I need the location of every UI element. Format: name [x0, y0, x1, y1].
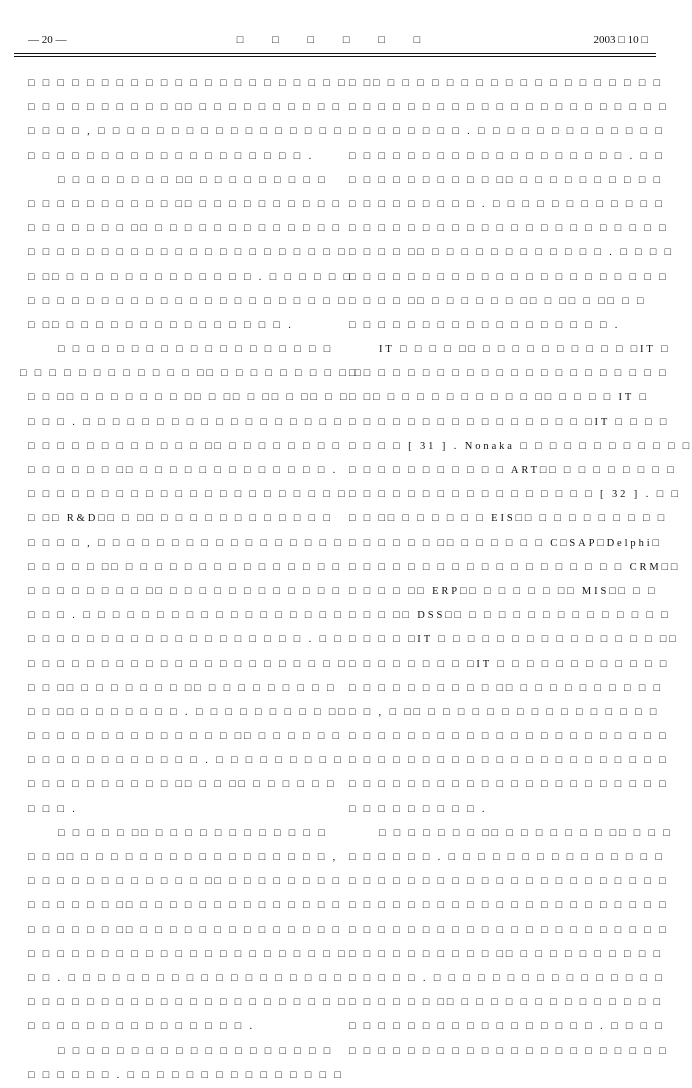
- text-line: □ □ □ □ □ □ □□ □ □ □ □ □ □ □ □ □ □ □ □ □ □: [28, 924, 342, 936]
- text-line: □ □ □ □ □ □ □ □ □ □ □□ □ □ □ □ □ □ □ □ □ □: [349, 682, 663, 694]
- text-line: □ □ □ □ □ □ □ □ □ □ □ □ □ □ □ □ □ □ □ □ □ □: [349, 271, 669, 283]
- text-line: □ □ □ □ □ □ □ □ □ □ □ □ □ □ □ □ □ □ □ □ □ □: [349, 223, 669, 235]
- text-line: □ □ □ □ □ □ □ □ □ □ □ □ □ □ □ □ □ □ □: [58, 344, 334, 356]
- text-line: □ □ □ □ □ □ □ □ □□ □ □ □ □ □ □ □ □ □: [58, 174, 328, 186]
- text-line: □ □ □ □ □ □ □ □ □ □ □ □ □ □ □ □ □ . □ □ □ □: [349, 1021, 665, 1033]
- text-line: □ □ □ □ □ □ □ □ □ □ □ □ □ □ □ □ □ □ □ □ □ □: [349, 731, 669, 743]
- text-line: □ □ □ □ □ □ □ □ □ □ □ □ □ □ □ □ □ □ □ □ □ □: [349, 1045, 669, 1057]
- text-line: □ □ □ . □ □ □ □ □ □ □ □ □ □ □ □ □ □ □ □ □ □: [28, 416, 344, 428]
- text-line: □ □□ □ □ □ □ □ □ □ □ □ □ □□ □ □ □ □ IT □: [349, 392, 649, 404]
- text-line: □ □ □ □ □ □ □ □ □ □ □ □ □ □ □ □ □ □ □ □ □ □: [28, 948, 348, 960]
- text-line: □ □ □ □ □ □ □ □ □IT □ □ □ □ □ □ □ □ □ □ □ □: [349, 658, 670, 670]
- text-line: □ □ □ □ □ □ □ □ □ □ □ □ □ □ □ □ □ [ 32 ] . □ □: [349, 489, 681, 501]
- text-line: □ □ □ □ □ . □ □ □ □ □ □ □ □ □ □ □ □ □ □ □ □: [349, 972, 665, 984]
- text-line: □ □ □ □ □ □ □ □ □ □ □ □ □ □ □ □ □ □ □ .: [28, 150, 315, 162]
- text-line: □ □ □ □ □ □ □ □ □ □ □ □ □ □ □ □ □ □ □: [58, 1045, 334, 1057]
- header-rule-bottom: [14, 56, 656, 57]
- text-line: □ □ □ □ □ □ □ □□ □ □ □ □ □ □ □ □□ □ □ □: [379, 827, 673, 839]
- text-line: □ □ □ □ □ □□ □ □ □ □ □ □ □ □ □ □ □ □: [58, 827, 328, 839]
- text-line: □ □□ R&D□□ □ □□ □ □ □ □ □ □ □ □ □ □ □ □: [28, 513, 333, 525]
- text-line: □ □ □ □ □IT □ □ □ □ □ □ □ □ □ □ □ □ □ □ □ □□: [349, 634, 679, 646]
- journal-title: □ □ □ □ □ □: [236, 34, 434, 46]
- text-line: □ □ □ □ □ □ □ □ □ .: [349, 803, 488, 815]
- text-line: □ □ □ □ □ □ □ □ □ □ □ □ □ □ □ □ □ □ □ □ □ □: [28, 489, 348, 501]
- text-line: □ □ □ □ □ □ □ □ □ □ □ □ □□ □ □ □ □ □ □ □ □: [28, 440, 342, 452]
- text-line: □ □ □ □ □ □ □ □ □ □ □□ □ □ □ □ □ □ □ □ □ □: [28, 102, 342, 114]
- text-line: □ □ □ □ □ □ □ □ □ □ □ □ □ □ □ □ □ □ □ □ □ □: [349, 900, 669, 912]
- text-line: □ □ □ □ □ □□ □ □ □ □ □ □ □ □ □ □ □ □ □ □ □: [28, 561, 342, 573]
- text-line: □ □ □ □ □ □ □ □ □ □ □ □ □ □ □ □ □ □ □ . □ □: [28, 634, 344, 646]
- text-line: □ □ □ □ □ □ □ □ □ □ □ □ □□ □ □ □ □ □ □ □ □: [28, 876, 342, 888]
- text-line: □ □ □ .: [28, 803, 78, 815]
- text-line: □ □ □ □ □ □ □□ □ □ □ □ □ □ □ □ □ □ □ □ □ □: [349, 997, 663, 1009]
- text-line: □ □ □ □ , □ □ □ □ □ □ □ □ □ □ □ □ □ □ □ □ □: [28, 126, 344, 138]
- text-line: □ □ □ □ □ □ □ □ . □ □ □ □ □ □ □ □ □ □ □ □ □: [349, 126, 665, 138]
- running-header: [14, 34, 656, 50]
- right-text-column: [349, 72, 692, 1064]
- text-line: □ □ □□ □ □ □ □ □ □ □ . □ □ □ □ □ □ □ □ □ □□: [28, 706, 348, 718]
- text-line: □ □ □ □ □ □ □ □□ □ □ □ □ □ □ □ □ □ □ □ □ □: [28, 223, 342, 235]
- text-line: □ □ □ □ □ □ □ □ □ □ □ □ □ □ □ □ □ □ □ □ □ □: [349, 368, 669, 380]
- text-line: □ □ □ □ □ □ □ □ □□ □ □ □ □ □ □ □ □ □ □ □ □: [28, 585, 342, 597]
- left-text-column: [20, 72, 364, 1088]
- text-line: □ □ □ □ □ □ □ □ □ □ □ □ □ □ □ □ □ □ □ . □ □: [349, 150, 665, 162]
- text-line: □ □ □ □ □ □ □ □ □ □ □ □ □ □ □ □ □ □ □ □ □ □: [349, 876, 669, 888]
- text-line: □ □ □ □ □ □ □ □ □ □ □ □ □ □ □ □ □ □ □ □ □ □: [349, 779, 669, 791]
- text-line: □ □ □ □ □ □ . □ □ □ □ □ □ □ □ □ □ □ □ □ □ □: [28, 1069, 344, 1081]
- text-line: □ □ □ □ □ □ □ □ □ □ □ □ □ □ □ □ □ □ □ □ □ □: [349, 924, 669, 936]
- text-line: □ □ □ □ □ □ □ □ □ □ □ ART□□ □ □ □ □ □ □ □ □: [349, 465, 677, 476]
- text-line: □ □ , □ □□ □ □ □ □ □ □ □ □ □ □ □ □ □ □ □ □: [349, 706, 660, 718]
- text-line: □ □ □ □ □ □ □ □ □ □ □ □ □ □ □ □ □IT □ □ □ □: [349, 416, 670, 428]
- text-line: □ □ □ . □ □ □ □ □ □ □ □ □ □ □ □ □ □ □ □ □ □: [28, 610, 344, 622]
- text-line: □ □ □ □ □ □ □ □ □ □ □ □ . □ □ □ □ □ □ □ □ □: [28, 755, 344, 767]
- text-line: □ □ □ □ □ □ □ □ □ □ □ □ □ □ □ □ □ □ □ □ □ □: [28, 247, 348, 259]
- text-line: □ □ □ □ , □ □ □ □ □ □ □ □ □ □ □ □ □ □ □ □ □: [28, 537, 344, 549]
- page-number: — 20 —: [28, 34, 67, 46]
- text-line: □ □ □ □ □ □ □□ □ □ □ □ □ □ □ □ □ □ □ □ □ .: [28, 465, 339, 476]
- header-rule-top: [14, 53, 656, 54]
- text-line: □ □ □ □ □ □ □ □ □ □ □ □ □ □ □ □ □ □ □ □ □ □: [28, 658, 348, 670]
- text-line: □ □ . □ □ □ □ □ □ □ □ □ □ □ □ □ □ □ □ □ □ □: [28, 972, 344, 984]
- text-line: □ □ □ □ □ □ □ □ □ □ □ □ □ □ □ □ □ □ □ □ □ □: [28, 78, 348, 89]
- text-line: □ □ □ □ □ □ □ □ □ □ □ □ □ □ □ .: [28, 1021, 256, 1033]
- text-line: □ □ □ □ □ □ □□ □ □ □ □ □ □ □ □ □ □ □ □ □ □: [28, 900, 342, 912]
- text-line: □ □ □□ □ □ □ □ □ □ EIS□□ □ □ □ □ □ □ □ □ □: [349, 513, 667, 525]
- text-line: □ □ □ □ □ □ □ □ □ □ □ □ □□ □ □ □ □ □ □ □ □ □ □: [20, 368, 364, 380]
- text-line: □ □ □ □ □ □ □ □ □ □ □□ □ □ □□ □ □ □ □ □ □: [28, 779, 337, 791]
- text-line: IT □ □ □ □ □□ □ □ □ □ □ □ □ □ □ □ □IT □: [379, 344, 671, 356]
- text-line: □ □ □ □ □ □ □ □ □ . □ □ □ □ □ □ □ □ □ □ □ □: [349, 198, 665, 210]
- text-line: □ □ □ □ □ □ □ □ □ □ □ □ □ □ □ □ □ □ □ □ □ □: [349, 755, 669, 767]
- text-line: □ □□ □ □ □ □ □ □ □ □ □ □ □ □ □ □ □ .: [28, 319, 294, 331]
- text-line: □ □ □ □ □□ □ □ □ □ □ □ □□ □ □□ □ □□ □ □: [349, 295, 647, 307]
- text-line: □ □ □ □ □ □ □ □ □ □ □ □ □ □ □ □ □ □ .: [349, 319, 621, 331]
- text-line: □ □ □ □ □ □ □ □ □ □ □ □ □ □ □ □ □ □ □ □ □ □: [349, 102, 669, 114]
- text-line: □ □ □ □ [ 31 ] . Nonaka □ □ □ □ □ □ □ □ □ □ □ □: [349, 440, 692, 452]
- text-line: □ □ □ □□ DSS□□ □ □ □ □ □ □ □ □ □ □ □ □ □ □: [349, 610, 671, 622]
- text-line: □ □□ □ □ □ □ □ □ □ □ □ □ □ □ □ □ □ □ □ □ □: [349, 78, 663, 89]
- text-line: □ □□ □ □ □ □ □ □ □ □ □ □ □ □ □ . □ □ □ □ □ □: [28, 271, 353, 283]
- text-line: □ □ □ □ □ □ □ □ □ □ □ □ □ □ □□ □ □ □ □ □ □: [28, 731, 342, 743]
- text-line: □ □ □ □ □ □ □□ □ □ □ □ □ □ C□SAP□Delphi□: [349, 537, 662, 549]
- text-line: □ □ □ □ □□ □ □ □ □ □ □ □ □ □ □ □ □ . □ □ □ □: [349, 247, 674, 259]
- text-line: □ □ □ □ □ □ □ □ □ □ □ □ □ □ □ □ □ □ □ □ □ □: [28, 997, 348, 1009]
- text-line: □ □ □ □ □ □ □ □ □ □ □□ □ □ □ □ □ □ □ □ □ □: [28, 198, 342, 210]
- text-line: □ □ □ □ □ □ □ □ □ □ □ □ □ □ □ □ □ □ □ CRM□□: [349, 561, 681, 573]
- text-line: □ □ □ □ □□ ERP□□ □ □ □ □ □ □□ MIS□□ □ □: [349, 585, 658, 597]
- text-line: □ □ □ □ □ □ □ □ □ □ □ □ □ □ □ □ □ □ □ □ □ □: [28, 295, 348, 307]
- text-line: □ □ □ □ □ □ □ □ □ □ □□ □ □ □ □ □ □ □ □ □ □: [349, 948, 663, 960]
- issue-label: 2003 □ 10 □: [593, 34, 648, 46]
- text-line: □ □ □ □ □ □ □ □ □ □ □□ □ □ □ □ □ □ □ □ □ □: [349, 174, 663, 186]
- text-line: □ □ □ □ □ □ . □ □ □ □ □ □ □ □ □ □ □ □ □ □ □: [349, 852, 665, 863]
- text-line: □ □ □□ □ □ □ □ □ □ □ □ □ □ □ □ □ □ □ □ □ ,: [28, 852, 339, 863]
- text-line: □ □ □□ □ □ □ □ □ □ □ □□ □ □ □ □ □ □ □ □ □: [28, 682, 337, 694]
- text-line: □ □ □□ □ □ □ □ □ □ □ □□ □ □□ □ □□ □ □□ □ □: [28, 392, 350, 404]
